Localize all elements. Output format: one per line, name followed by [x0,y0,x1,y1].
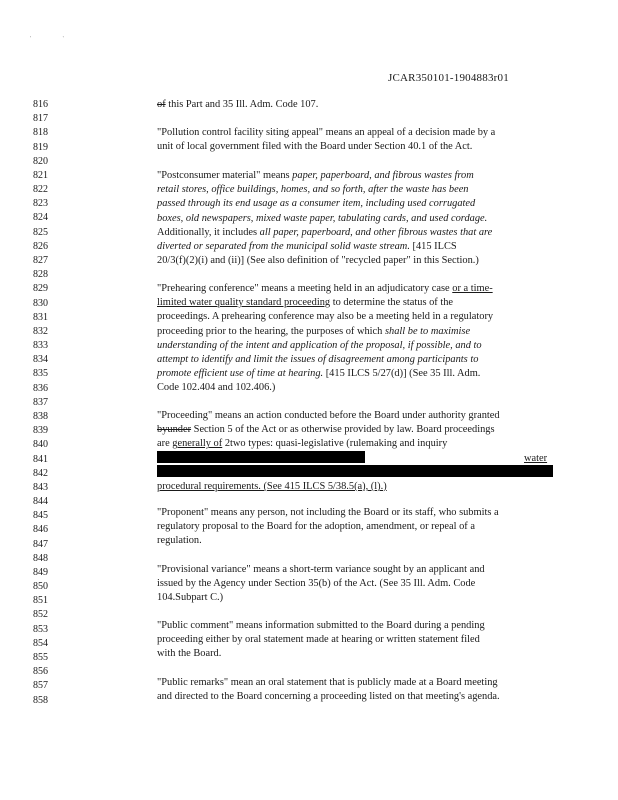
redaction-bar [157,465,553,477]
line-number: 847 [33,538,48,550]
text-line: "Public remarks" mean an oral statement that is publicly made at a Board meeting [157,677,498,688]
scan-tick-marks [30,36,94,42]
line-number: 820 [33,155,48,167]
inserted-line: procedural requirements. (See 415 ILCS 5/38.5(a), (l).) [157,480,387,492]
text-line: "Proponent" means any person, not including the Board or its staff, who submits a [157,507,499,518]
italic-line: attempt to identify and limit the issues of disagreement among participants to [157,353,479,365]
line-number: 841 [33,453,48,465]
paragraph-816 [157,98,557,112]
italic-line: retail stores, office buildings, homes, and so forth, after the waste has been [157,184,469,196]
document-id: JCAR350101-1904883r01 [388,72,509,84]
line-number: 816 [33,99,48,110]
text-line: unit of local government filed with the Board under Section 40.1 of the Act. [157,141,473,153]
text-line: proceedings. A prehearing conference may also be a meeting held in a regulatory [157,311,494,323]
line-number: 844 [33,496,48,508]
inserted-text: limited water quality standard proceeding [157,297,331,309]
line-number: 842 [33,467,48,479]
text-line: issued by the Agency under Section 35(b) of the Act. (See 35 Ill. Adm. Code [157,578,476,590]
line-number: 843 [33,481,48,493]
text-line: 20/3(f)(2)(i) and (ii)] (See also definition of "recycled paper" in this Section.) [157,255,479,267]
line-number: 835 [33,368,48,380]
text-run: Section 5 of the Act or as otherwise provided by law. Board proceedings [191,424,495,436]
text-line: "Provisional variance" means a short-term variance sought by an applicant and [157,564,485,575]
line-number: 857 [33,680,48,692]
line-number: 853 [33,623,48,635]
line-number: 848 [33,552,48,564]
line-number: 834 [33,354,48,366]
line-number: 821 [33,169,48,181]
text-run: "Prehearing conference" means a meeting held in an adjudicatory case [157,283,453,294]
line-number: 818 [33,127,48,139]
line-number: 830 [33,297,48,309]
paragraph-public-remarks [157,676,557,704]
line-number: 829 [33,283,48,295]
line-number: 833 [33,340,48,352]
paragraph-proponent [157,506,557,549]
line-number: 826 [33,240,48,252]
line-number: 855 [33,652,48,664]
text-run: [415 ILCS [409,240,457,252]
paragraph-pollution-control-facility [157,126,557,154]
line-number: 850 [33,581,48,593]
italic-text: diverted or separated from the municipal solid waste stream. [157,240,410,252]
inserted-text: water [524,452,548,464]
text-line: "Pollution control facility siting appeal" means an appeal of a decision made by a [157,127,496,138]
line-number: 819 [33,141,48,153]
line-number: 824 [33,212,48,224]
line-number: 822 [33,184,48,196]
text-run: this Part and 35 Ill. Adm. Code 107. [165,99,319,110]
line-number: 846 [33,524,48,536]
text-run: [415 ILCS 5/27(d)] (See 35 Ill. Adm. [323,368,481,380]
text-run: Additionally, it includes [157,226,260,238]
text-line: with the Board. [157,648,222,660]
text-line: regulatory proposal to the Board for the adoption, amendment, or repeal of a [157,521,475,533]
text-line: "Proceeding" means an action conducted before the Board under authority granted [157,410,500,421]
text-run: 2two types: quasi-legislative (rulemaking and inquiry [222,438,448,450]
line-number: 849 [33,566,48,578]
line-number: 831 [33,311,48,323]
italic-text: promote efficient use of time at hearing. [157,368,324,380]
redaction-bar [157,451,365,463]
text-line: and directed to the Board concerning a proceeding listed on that meeting's agenda. [157,691,500,703]
text-run: are [157,438,173,450]
line-number: 836 [33,382,48,394]
line-number: 858 [33,694,48,706]
text-run: "Postconsumer material" means [157,170,293,181]
italic-line: passed through its end usage as a consumer item, including used corrugated [157,198,476,210]
tick-mark: ' [30,36,32,42]
line-number: 839 [33,425,48,437]
inserted-text: generally of [172,438,223,450]
struck-text: byunder [157,424,192,436]
italic-text: shall be to maximise [384,325,471,337]
tick-mark: ' [62,36,64,42]
struck-text: of [157,99,166,110]
line-number: 837 [33,396,48,408]
text-line: proceeding either by oral statement made at hearing or written statement filed [157,634,480,646]
text-run: proceeding prior to the hearing, the purposes of which [157,325,385,337]
line-number: 823 [33,198,48,210]
italic-line: understanding of the intent and application of the proposal, if possible, and to [157,339,482,351]
paragraph-public-comment [157,619,557,662]
paragraph-prehearing-conference [157,282,557,396]
line-number: 856 [33,666,48,678]
text-line: "Public comment" means information submitted to the Board during a pending [157,620,485,631]
paragraph-provisional-variance [157,563,557,606]
line-number: 825 [33,226,48,238]
text-run: to determine the status of the [330,297,454,309]
paragraph-postconsumer-material [157,169,557,268]
italic-text: all paper, paperboard, and other fibrous wastes that are [259,226,493,238]
line-number: 838 [33,410,48,422]
line-number: 840 [33,439,48,451]
line-number: 828 [33,269,48,281]
text-line: regulation. [157,535,202,547]
line-number: 852 [33,609,48,621]
line-number: 827 [33,254,48,266]
line-number: 817 [33,113,48,125]
inserted-text: or a time- [452,283,493,294]
text-line: Code 102.404 and 102.406.) [157,382,276,394]
line-number: 845 [33,510,48,522]
line-number: 854 [33,637,48,649]
italic-text: paper, paperboard, and fibrous wastes from [292,170,474,181]
line-number: 832 [33,325,48,337]
text-line: 104.Subpart C.) [157,592,224,604]
line-number: 851 [33,595,48,607]
italic-line: boxes, old newspapers, mixed waste paper, tabulating cards, and used cordage. [157,212,488,224]
